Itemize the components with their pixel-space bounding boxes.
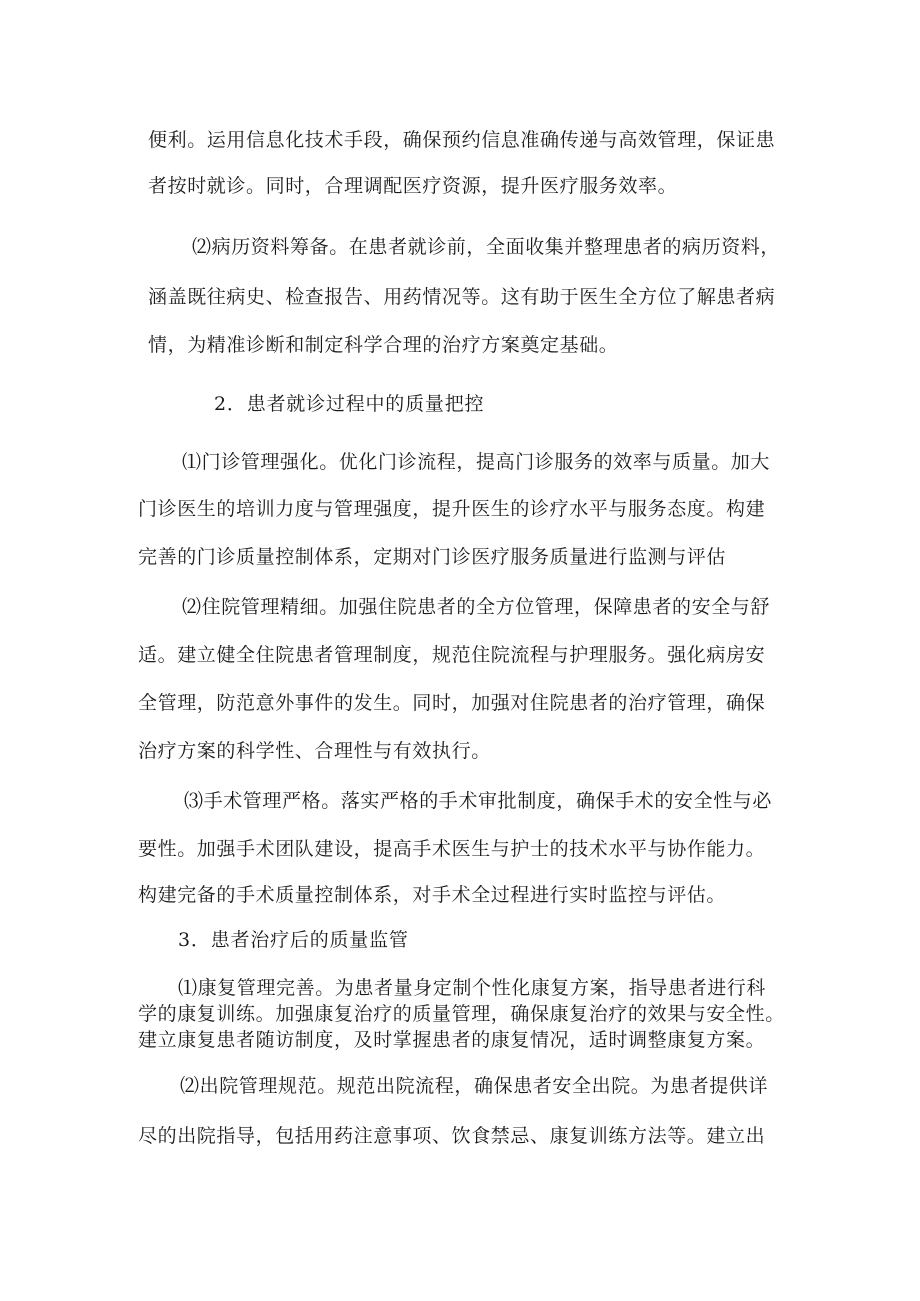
paragraph-2-line-3: 情，为精准诊断和制定科学合理的治疗方案奠定基础。 <box>148 334 619 356</box>
paragraph-4-line-2: 适。建立健全住院患者管理制度，规范住院流程与护理服务。强化病房安 <box>138 644 766 666</box>
section-heading-2: 2．患者就诊过程中的质量把控 <box>214 393 485 415</box>
paragraph-4-line-3: 全管理，防范意外事件的发生。同时，加强对住院患者的治疗管理，确保 <box>138 692 766 714</box>
paragraph-2-line-2: 涵盖既往病史、检查报告、用药情况等。这有助于医生全方位了解患者病 <box>148 286 776 308</box>
paragraph-6-line-2: 学的康复训练。加强康复治疗的质量管理，确保康复治疗的效果与安全性。 <box>138 1003 785 1025</box>
paragraph-3-line-3: 完善的门诊质量控制体系，定期对门诊医疗服务质量进行监测与评估 <box>138 546 727 568</box>
paragraph-4-line-1: ⑵住院管理精细。加强住院患者的全方位管理，保障患者的安全与舒 <box>182 596 771 618</box>
paragraph-6-line-3: 建立康复患者随访制度，及时掌握患者的康复情况，适时调整康复方案。 <box>138 1029 766 1051</box>
paragraph-3-line-2: 门诊医生的培训力度与管理强度，提升医生的诊疗水平与服务态度。构建 <box>138 498 766 520</box>
section-heading-3: 3．患者治疗后的质量监管 <box>178 929 409 951</box>
paragraph-6-line-1: ⑴康复管理完善。为患者量身定制个性化康复方案，指导患者进行科 <box>178 977 767 999</box>
paragraph-2-line-1: ⑵病历资料筹备。在患者就诊前，全面收集并整理患者的病历资料， <box>192 236 781 258</box>
paragraph-3-line-1: ⑴门诊管理强化。优化门诊流程，提高门诊服务的效率与质量。加大 <box>182 451 771 473</box>
paragraph-1-line-2: 者按时就诊。同时，合理调配医疗资源，提升医疗服务效率。 <box>148 175 678 197</box>
paragraph-5-line-2: 要性。加强手术团队建设，提高手术医生与护士的技术水平与协作能力。 <box>138 838 766 860</box>
paragraph-7-line-2: 尽的出院指导，包括用药注意事项、饮食禁忌、康复训练方法等。建立出 <box>138 1125 766 1147</box>
paragraph-5-line-3: 构建完备的手术质量控制体系，对手术全过程进行实时监控与评估。 <box>138 884 727 906</box>
paragraph-4-line-4: 治疗方案的科学性、合理性与有效执行。 <box>138 740 491 762</box>
paragraph-7-line-1: ⑵出院管理规范。规范出院流程，确保患者安全出院。为患者提供详 <box>180 1075 769 1097</box>
paragraph-1-line-1: 便利。运用信息化技术手段，确保预约信息准确传递与高效管理，保证患 <box>148 129 776 151</box>
paragraph-5-line-1: ⑶手术管理严格。落实严格的手术审批制度，确保手术的安全性与必 <box>184 790 773 812</box>
